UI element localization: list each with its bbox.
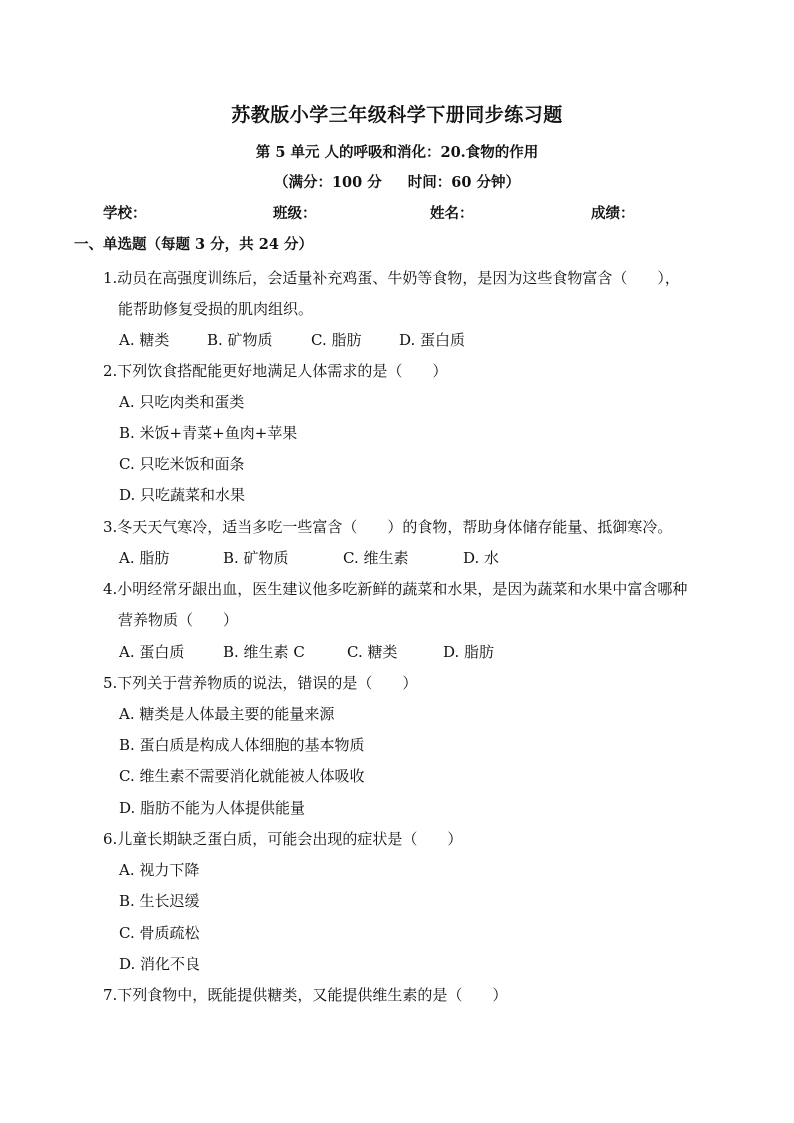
- question-1-option-d: D. 蛋白质: [399, 331, 466, 349]
- question-7-text: 7.下列食物中，既能提供糖类，又能提供维生素的是（ ）: [103, 986, 508, 1004]
- question-3-option-a: A. 脂肪: [119, 549, 170, 567]
- question-5-option-d: D. 脂肪不能为人体提供能量: [119, 799, 306, 817]
- question-5-text: 5.下列关于营养物质的说法，错误的是（ ）: [103, 674, 418, 692]
- question-3-option-c: C. 维生素: [343, 549, 409, 567]
- question-2-text: 2.下列饮食搭配能更好地满足人体需求的是（ ）: [103, 362, 448, 380]
- question-2-option-b: B. 米饭+青菜+鱼肉+苹果: [119, 424, 298, 442]
- question-6-option-d: D. 消化不良: [119, 955, 201, 973]
- question-1-option-a: A. 糖类: [119, 331, 170, 349]
- question-2-option-c: C. 只吃米饭和面条: [119, 455, 245, 473]
- question-3-option-d: D. 水: [463, 549, 500, 567]
- page-title: 苏教版小学三年级科学下册同步练习题: [231, 104, 563, 126]
- question-4-text-cont: 营养物质（ ）: [118, 611, 239, 629]
- school-field-label: 学校：: [103, 205, 147, 222]
- question-6-option-b: B. 生长迟缓: [119, 892, 200, 910]
- question-5-option-b: B. 蛋白质是构成人体细胞的基本物质: [119, 736, 365, 754]
- question-6-option-a: A. 视力下降: [119, 861, 200, 879]
- question-4-option-c: C. 糖类: [347, 643, 398, 661]
- question-5-option-c: C. 维生素不需要消化就能被人体吸收: [119, 767, 365, 785]
- question-2-option-a: A. 只吃肉类和蛋类: [119, 393, 245, 411]
- class-field-label: 班级：: [273, 205, 317, 222]
- result-field-label: 成绩：: [591, 205, 635, 222]
- student-info-row: [0, 202, 794, 226]
- question-5-option-a: A. 糖类是人体最主要的能量来源: [119, 705, 335, 723]
- question-6-text: 6.儿童长期缺乏蛋白质，可能会出现的症状是（ ）: [103, 830, 463, 848]
- question-6-option-c: C. 骨质疏松: [119, 924, 200, 942]
- question-4-option-b: B. 维生素 C: [223, 643, 305, 661]
- question-4-option-d: D. 脂肪: [443, 643, 495, 661]
- question-4-text: 4.小明经常牙龈出血，医生建议他多吃新鲜的蔬菜和水果，是因为蔬菜和水果中富含哪种: [103, 580, 688, 598]
- section-heading: 一、单选题（每题 3 分，共 24 分）: [74, 236, 313, 253]
- question-3-text: 3.冬天天气寒冷，适当多吃一些富含（ ）的食物，帮助身体储存能量、抵御寒冷。: [103, 518, 673, 536]
- question-1-text: 1.动员在高强度训练后，会适量补充鸡蛋、牛奶等食物，是因为这些食物富含（ ），: [103, 269, 680, 287]
- name-field-label: 姓名：: [430, 205, 474, 222]
- question-1-option-b: B. 矿物质: [207, 331, 273, 349]
- exam-meta: [0, 171, 794, 195]
- score-info: （满分：100 分: [273, 174, 382, 191]
- question-4-option-a: A. 蛋白质: [119, 643, 185, 661]
- unit-subtitle: 第 5 单元 人的呼吸和消化：20.食物的作用: [255, 144, 539, 161]
- question-3-option-b: B. 矿物质: [223, 549, 289, 567]
- question-2-option-d: D. 只吃蔬菜和水果: [119, 486, 246, 504]
- question-1-option-c: C. 脂肪: [311, 331, 362, 349]
- time-info: 时间：60 分钟）: [407, 174, 521, 191]
- question-1-text-cont: 能帮助修复受损的肌肉组织。: [118, 300, 314, 318]
